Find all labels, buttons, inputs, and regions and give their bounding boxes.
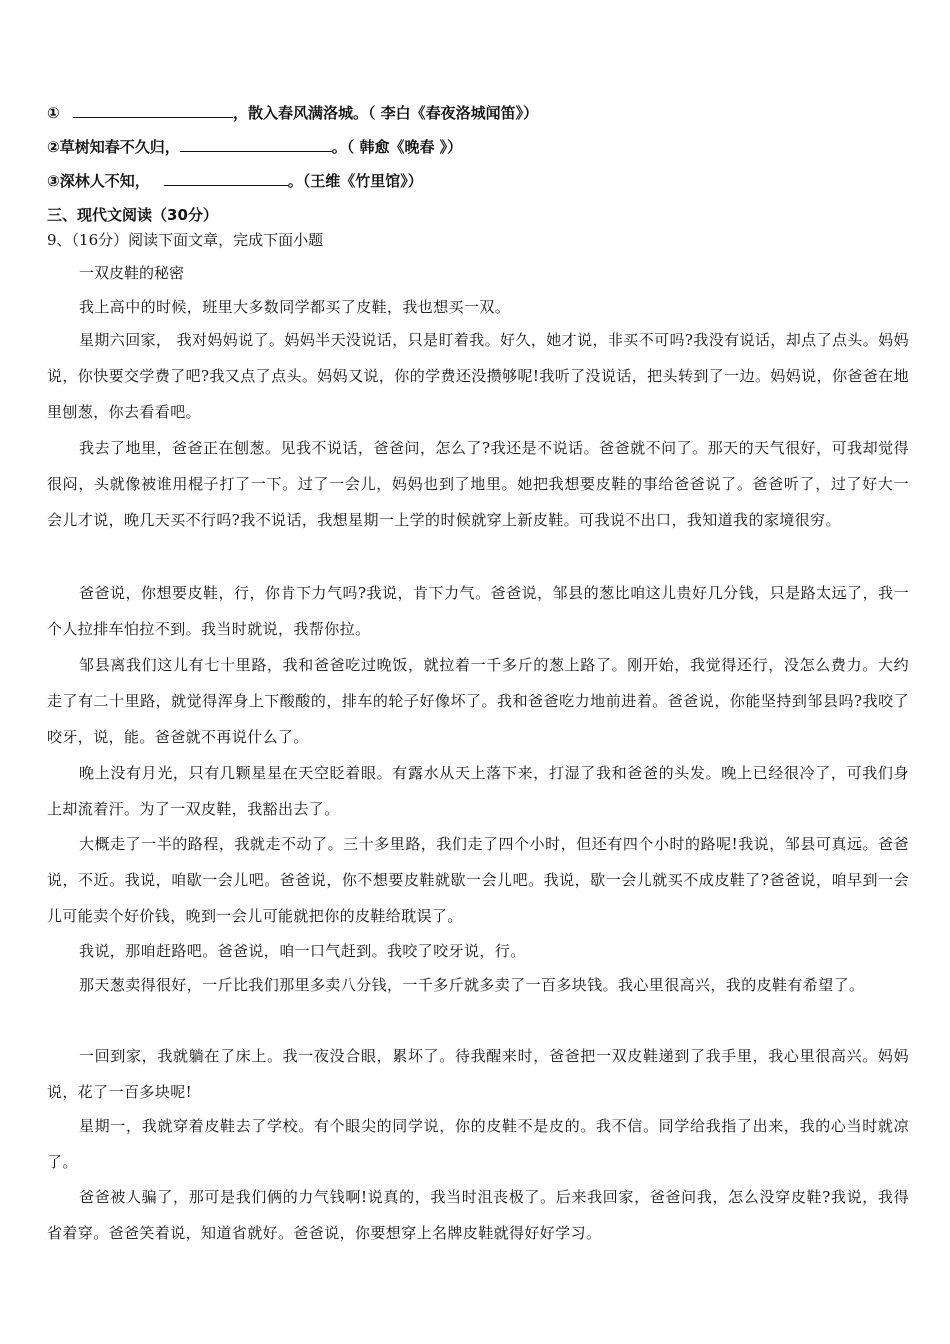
question-prompt: 9、（16分）阅读下面文章，完成下面小题: [47, 231, 324, 249]
poem-line-2: [47, 137, 462, 157]
article-paragraph-1: 我上高中的时候，班里大多数同学都买了皮鞋，我也想买一双。: [79, 298, 511, 316]
poem-line-3-after: 。（王维《竹里馆》）: [287, 172, 423, 190]
article-paragraph-6: 晚上没有月光，只有几颗星星在天空眨着眼。有露水从天上落下来，打湿了我和爸爸的头发。晚上已经很冷了，可我们身上却流着汗。为了一双皮鞋，我豁出去了。: [47, 764, 909, 818]
article-paragraph-5: 邹县离我们这儿有七十里路，我和爸爸吃过晚饭，就拉着一千多斤的葱上路了。刚开始，我觉得还行，没怎么费力。大约走了有二十里路，就觉得浑身上下酸酸的，排车的轮子好像坏了。我和爸爸吃力地前进着。爸爸说，你能坚持到邹县吗?我咬了咬牙，说，能。爸爸就不再说什么了。: [47, 656, 909, 746]
article-paragraph-11: 星期一，我就穿着皮鞋去了学校。有个眼尖的同学说，你的皮鞋不是皮的。我不信。同学给我指了出来，我的心当时就凉了。: [47, 1117, 909, 1171]
answer-blank-1: [73, 103, 233, 118]
section-heading: 三、现代文阅读（30分）: [47, 206, 218, 224]
article-paragraph-12: 爸爸被人骗了，那可是我们俩的力气钱啊!说真的，我当时沮丧极了。后来我回家，爸爸问我，怎么没穿皮鞋?我说，我得省着穿。爸爸笑着说，知道省就好。爸爸说，你要想穿上名牌皮鞋就得好好学习。: [47, 1188, 909, 1242]
article-paragraph-8: 我说，那咱赶路吧。爸爸说，咱一口气赶到。我咬了咬牙说，行。: [79, 942, 526, 960]
circled-number-1: ①: [47, 104, 60, 122]
circled-number-2: ②: [47, 138, 60, 156]
article-paragraph-10: 一回到家，我就躺在了床上。我一夜没合眼，累坏了。待我醒来时，爸爸把一双皮鞋递到了我手里，我心里很高兴。妈妈说，花了一百多块呢!: [47, 1047, 909, 1101]
article-paragraph-2: 星期六回家， 我对妈妈说了。妈妈半天没说话，只是盯着我。好久，她才说，非买不可吗?我没有说话，却点了点头。妈妈说，你快要交学费了吧?我又点了点头。妈妈又说，你的学费还没攒够呢!我听了没说话，把头转到了一边。妈妈说，你爸爸在地里刨葱，你去看看吧。: [47, 331, 909, 421]
poem-line-2-after: 。（ 韩愈《晚春 》）: [331, 138, 463, 156]
poem-line-1-text: ，散入春风满洛城。（ 李白《春夜洛城闻笛》）: [232, 104, 539, 122]
answer-blank-2: [180, 137, 332, 152]
answer-blank-3: [164, 171, 288, 186]
poem-line-3: [47, 171, 423, 191]
poem-line-3-before: 深林人不知，: [59, 172, 150, 190]
article-paragraph-9: 那天葱卖得很好，一斤比我们那里多卖八分钱，一千多斤就多卖了一百多块钱。我心里很高兴，我的皮鞋有希望了。: [79, 976, 865, 994]
circled-number-3: ③: [47, 172, 60, 190]
poem-line-2-before: 草树知春不久归，: [59, 138, 180, 156]
article-paragraph-3: 我去了地里，爸爸正在刨葱。见我不说话，爸爸问，怎么了?我还是不说话。爸爸就不问了。那天的天气很好，可我却觉得很闷，头就像被谁用棍子打了一下。过了一会儿，妈妈也到了地里。她把我想要皮鞋的事给爸爸说了。爸爸听了，过了好大一会儿才说，晚几天买不行吗?我不说话，我想星期一上学的时候就穿上新皮鞋。可我说不出口，我知道我的家境很穷。: [47, 439, 909, 529]
article-title: 一双皮鞋的秘密: [79, 264, 185, 282]
poem-line-1: [47, 103, 538, 123]
article-paragraph-7: 大概走了一半的路程，我就走不动了。三十多里路，我们走了四个小时，但还有四个小时的路呢!我说，邹县可真远。爸爸说，不近。我说，咱歇一会儿吧。爸爸说，你不想要皮鞋就歇一会儿吧。我说，歇一会儿就买不成皮鞋了?爸爸说，咱早到一会儿可能卖个好价钱，晚到一会儿可能就把你的皮鞋给耽误了。: [47, 835, 909, 925]
article-paragraph-4: 爸爸说，你想要皮鞋，行，你肯下力气吗?我说，肯下力气。爸爸说，邹县的葱比咱这儿贵好几分钱，只是路太远了，我一个人拉排车怕拉不到。我当时就说，我帮你拉。: [47, 584, 909, 638]
